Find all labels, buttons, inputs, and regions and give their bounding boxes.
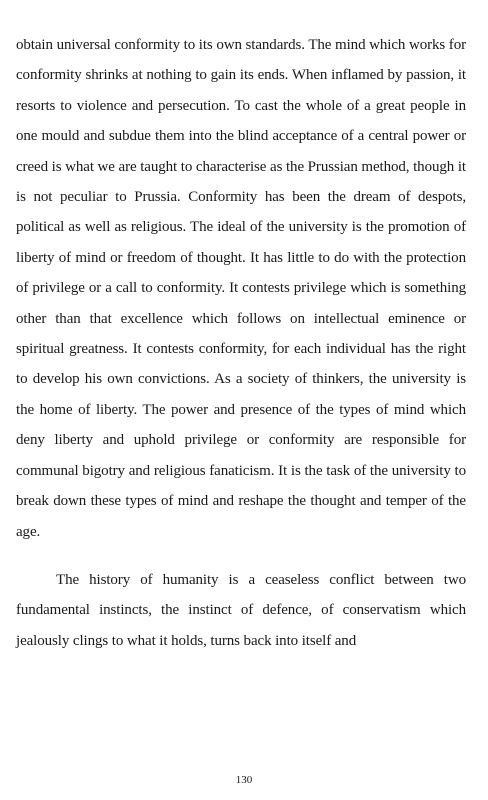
paragraph-2: The history of humanity is a ceaseless conflict between two fundamental instincts, the instinct of defence, of conservatism which jealously clings to what it holds, turns back into itself and [16, 571, 466, 649]
page-number: 130 [235, 774, 253, 786]
paragraph-1: obtain universal conformity to its own standards. The mind which works for conformity shrinks at nothing to gain its ends. When inflamed by passion, it resorts to violence and persecution. To cast the whole of a great people in one mould and subdue them into the blind acceptance of a central power or creed is what we are taught to characterise as the Prussian method, though it is not peculiar to Prussia. Conformity has been the dream of despots, political as well as religious. The ideal of the university is the promotion of liberty of mind or freedom of thought. It has little to do with the protection of privilege or a call to conformity. It contests privilege which is something other than that excellence which follows on intellectual eminence or spiritual greatness. It contests conformity, for each individual has the right to develop his own convictions. As a society of thinkers, the university is the home of liberty. The power and presence of the types of mind which deny liberty and uphold privilege or conformity are responsible for communal bigotry and religious fanaticism. It is the task of the university to break down these types of mind and reshape the thought and temper of the age. [16, 37, 466, 540]
page-body [16, 30, 466, 656]
